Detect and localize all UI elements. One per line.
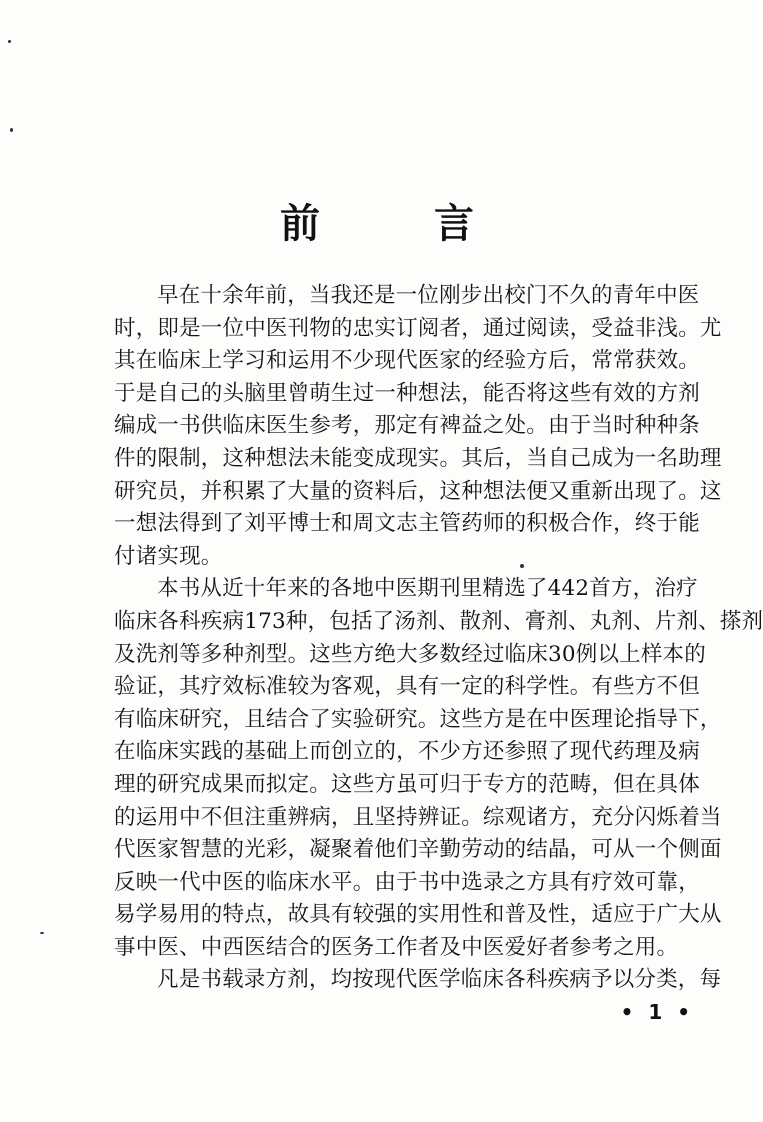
text-line: 验证，其疗效标准较为客观，具有一定的科学性。有些方不但 xyxy=(114,674,700,700)
text-line: 在临床实践的基础上而创立的，不少方还参照了现代药理及病 xyxy=(114,739,700,765)
text-line: 于是自己的头脑里曾萌生过一种想法，能否将这些有效的方剂 xyxy=(114,380,700,406)
text-line: 反映一代中医的临床水平。由于书中选录之方具有疗效可靠， xyxy=(114,869,700,895)
text-line: 早在十余年前，当我还是一位刚步出校门不久的青年中医 xyxy=(157,283,700,308)
text-line: 及洗剂等多种剂型。这些方绝大多数经过临床30例以上样本的 xyxy=(114,641,706,667)
text-line: 研究员，并积累了大量的资料后，这种想法便又重新出现了。这 xyxy=(114,478,722,504)
scan-speck xyxy=(10,128,13,132)
scan-speck xyxy=(40,932,44,934)
text-line: 其在临床上学习和运用不少现代医家的经验方后，常常获效。 xyxy=(114,348,700,374)
text-line: 代医家智慧的光彩，凝聚着他们辛勤劳动的结晶，可从一个侧面 xyxy=(114,837,722,863)
text-line: 付诸实现。 xyxy=(114,543,223,569)
text-line: 理的研究成果而拟定。这些方虽可归于专方的范畴，但在具体 xyxy=(114,771,700,797)
text-line: 临床各科疾病173种，包括了汤剂、散剂、膏剂、丸剂、片剂、搽剂 xyxy=(114,608,763,634)
text-line: 编成一书供临床医生参考，那定有裨益之处。由于当时种种条 xyxy=(114,413,700,439)
text-line: 时，即是一位中医刊物的忠实订阅者，通过阅读，受益非浅。尤 xyxy=(114,315,722,341)
text-line: 有临床研究，且结合了实验研究。这些方是在中医理论指导下， xyxy=(114,706,722,732)
page-title: 前 言 xyxy=(280,201,524,247)
page-number: • 1 • xyxy=(620,1000,694,1024)
text-line: 凡是书载录方剂，均按现代医学临床各科疾病予以分类，每 xyxy=(157,967,722,993)
text-line: 易学易用的特点，故具有较强的实用性和普及性，适应于广大从 xyxy=(114,902,722,928)
text-line: 本书从近十年来的各地中医期刊里精选了442首方，治疗 xyxy=(157,576,698,602)
preface-body xyxy=(114,280,763,997)
text-line: 的运用中不但注重辨病，且坚持辨证。综观诸方，充分闪烁着当 xyxy=(114,804,722,830)
text-line: 一想法得到了刘平博士和周文志主管药师的积极合作，终于能 xyxy=(114,511,700,537)
text-line: 件的限制，这种想法未能变成现实。其后，当自己成为一名助理 xyxy=(114,445,722,471)
text-line: 事中医、中西医结合的医务工作者及中医爱好者参考之用。 xyxy=(114,934,679,960)
scan-speck xyxy=(8,40,11,43)
